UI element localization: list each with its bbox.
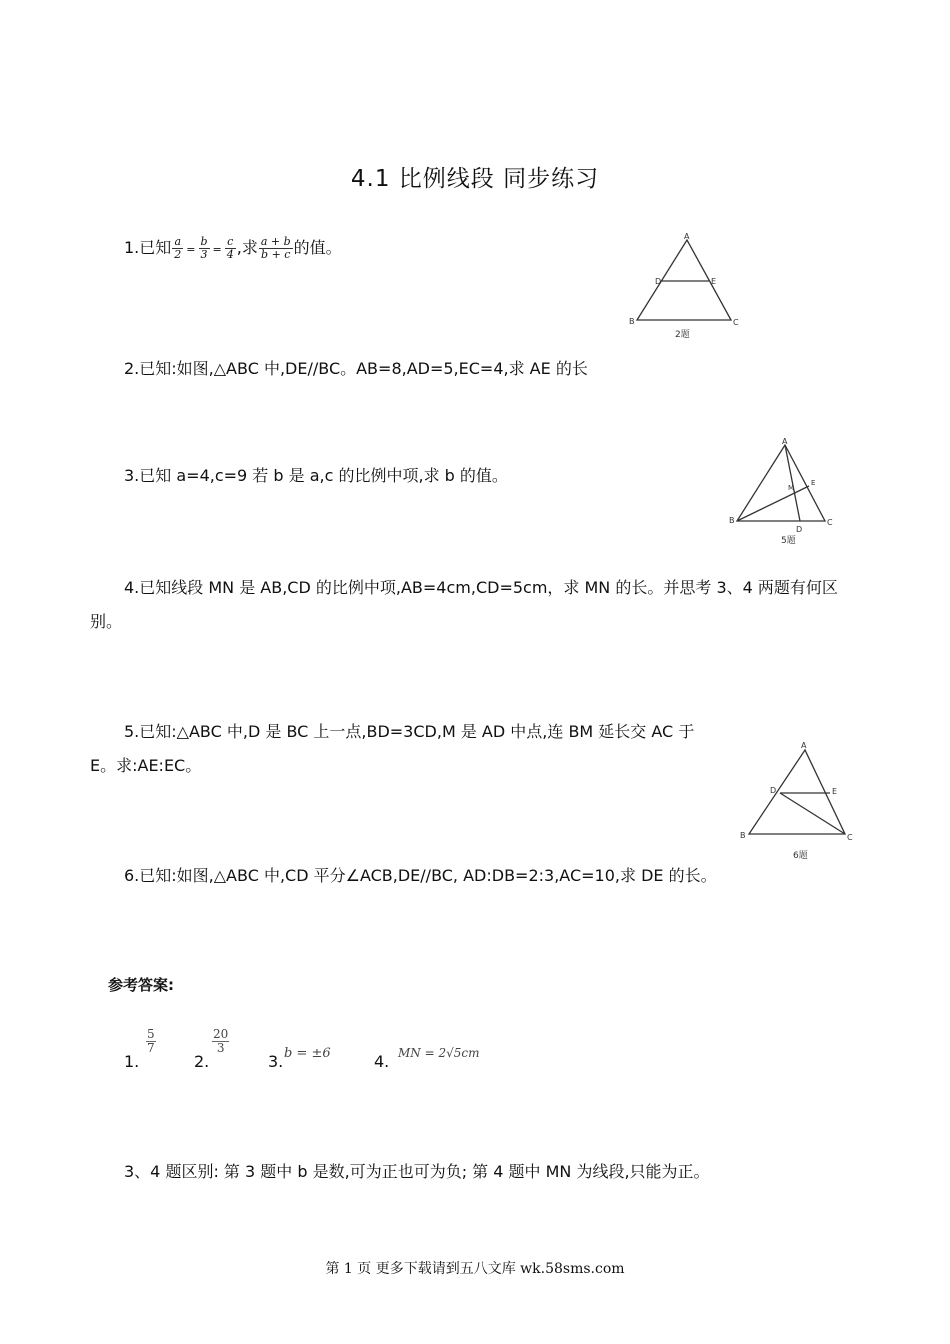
answer-4-value: MN = 2√5cm <box>398 1046 480 1060</box>
question-4-line-2: 别。 <box>90 612 123 631</box>
q1-suffix: 的值。 <box>293 238 342 257</box>
page-title: 4.1 比例线段 同步练习 <box>350 166 600 192</box>
question-3: 3.已知 a=4,c=9 若 b 是 a,c 的比例中项,求 b 的值。 <box>124 466 508 485</box>
label-A: A <box>801 741 807 750</box>
label-D: D <box>655 277 662 286</box>
label-E: E <box>711 277 717 286</box>
label-B: B <box>629 317 635 326</box>
label-B: B <box>729 516 735 525</box>
answer-3-label: 3. <box>268 1052 284 1071</box>
label-A: A <box>782 437 788 446</box>
page-footer: 第 1 页 更多下载请到五八文库 wk.58sms.com <box>325 1261 625 1277</box>
label-C: C <box>733 318 739 327</box>
label-E: E <box>832 787 838 796</box>
answer-2-fraction: $\frac{20}{3}$ <box>213 1027 229 1055</box>
fraction-expression: $\frac{a + b}{b + c}$ <box>260 235 291 261</box>
label-E: E <box>811 479 816 487</box>
figure-2-triangle <box>625 230 745 345</box>
question-2: 2.已知:如图,△ABC 中,DE//BC。AB=8,AD=5,EC=4,求 AE 的长 <box>124 359 588 378</box>
figure-caption: 2题 <box>675 330 690 340</box>
fraction-b-over-3: $\frac{b}{3}$ <box>200 235 208 261</box>
figure-5-triangle <box>725 435 865 550</box>
fraction-c-over-4: $\frac{c}{4}$ <box>226 235 234 261</box>
answer-4-label: 4. <box>374 1052 390 1071</box>
question-6: 6.已知:如图,△ABC 中,CD 平分∠ACB,DE//BC, AD:DB=2:3,AC=10,求 DE 的长。 <box>124 866 717 885</box>
question-5-line-2: E。求:AE:EC。 <box>90 756 202 775</box>
label-D: D <box>796 525 803 534</box>
answer-3-value: b = ±6 <box>284 1046 331 1061</box>
label-A: A <box>684 232 690 241</box>
answer-1-label: 1. <box>124 1052 140 1071</box>
q1-mid: ,求 <box>236 238 258 257</box>
label-C: C <box>827 518 833 527</box>
figure-caption: 5题 <box>781 536 796 546</box>
answer-1-fraction: $\frac{5}{7}$ <box>147 1027 155 1055</box>
figure-6-triangle <box>735 738 865 863</box>
question-4-line-1: 4.已知线段 MN 是 AB,CD 的比例中项,AB=4cm,CD=5cm，求 MN 的长。并思考 3、4 两题有何区 <box>124 578 838 597</box>
question-5-line-1: 5.已知:△ABC 中,D 是 BC 上一点,BD=3CD,M 是 AD 中点,连 BM 延长交 AC 于 <box>124 722 695 741</box>
q1-prefix: 1.已知 <box>124 238 172 257</box>
label-B: B <box>740 831 746 840</box>
fraction-a-over-2: $\frac{a}{2}$ <box>174 235 182 261</box>
label-M: M <box>788 484 795 492</box>
figure-caption: 6题 <box>793 851 808 861</box>
difference-note: 3、4 题区别: 第 3 题中 b 是数,可为正也可为负; 第 4 题中 MN 为线段,只能为正。 <box>124 1162 710 1181</box>
answer-2-label: 2. <box>194 1052 210 1071</box>
answers-heading: 参考答案: <box>108 976 174 994</box>
question-1: 1.已知 $\frac{a}{2}$ = $\frac{b}{3}$ = $\frac{c}{4}$ ,求 $\frac{a + b}{b + c}$ 的值。 <box>124 235 342 261</box>
label-D: D <box>770 786 777 795</box>
label-C: C <box>847 833 853 842</box>
